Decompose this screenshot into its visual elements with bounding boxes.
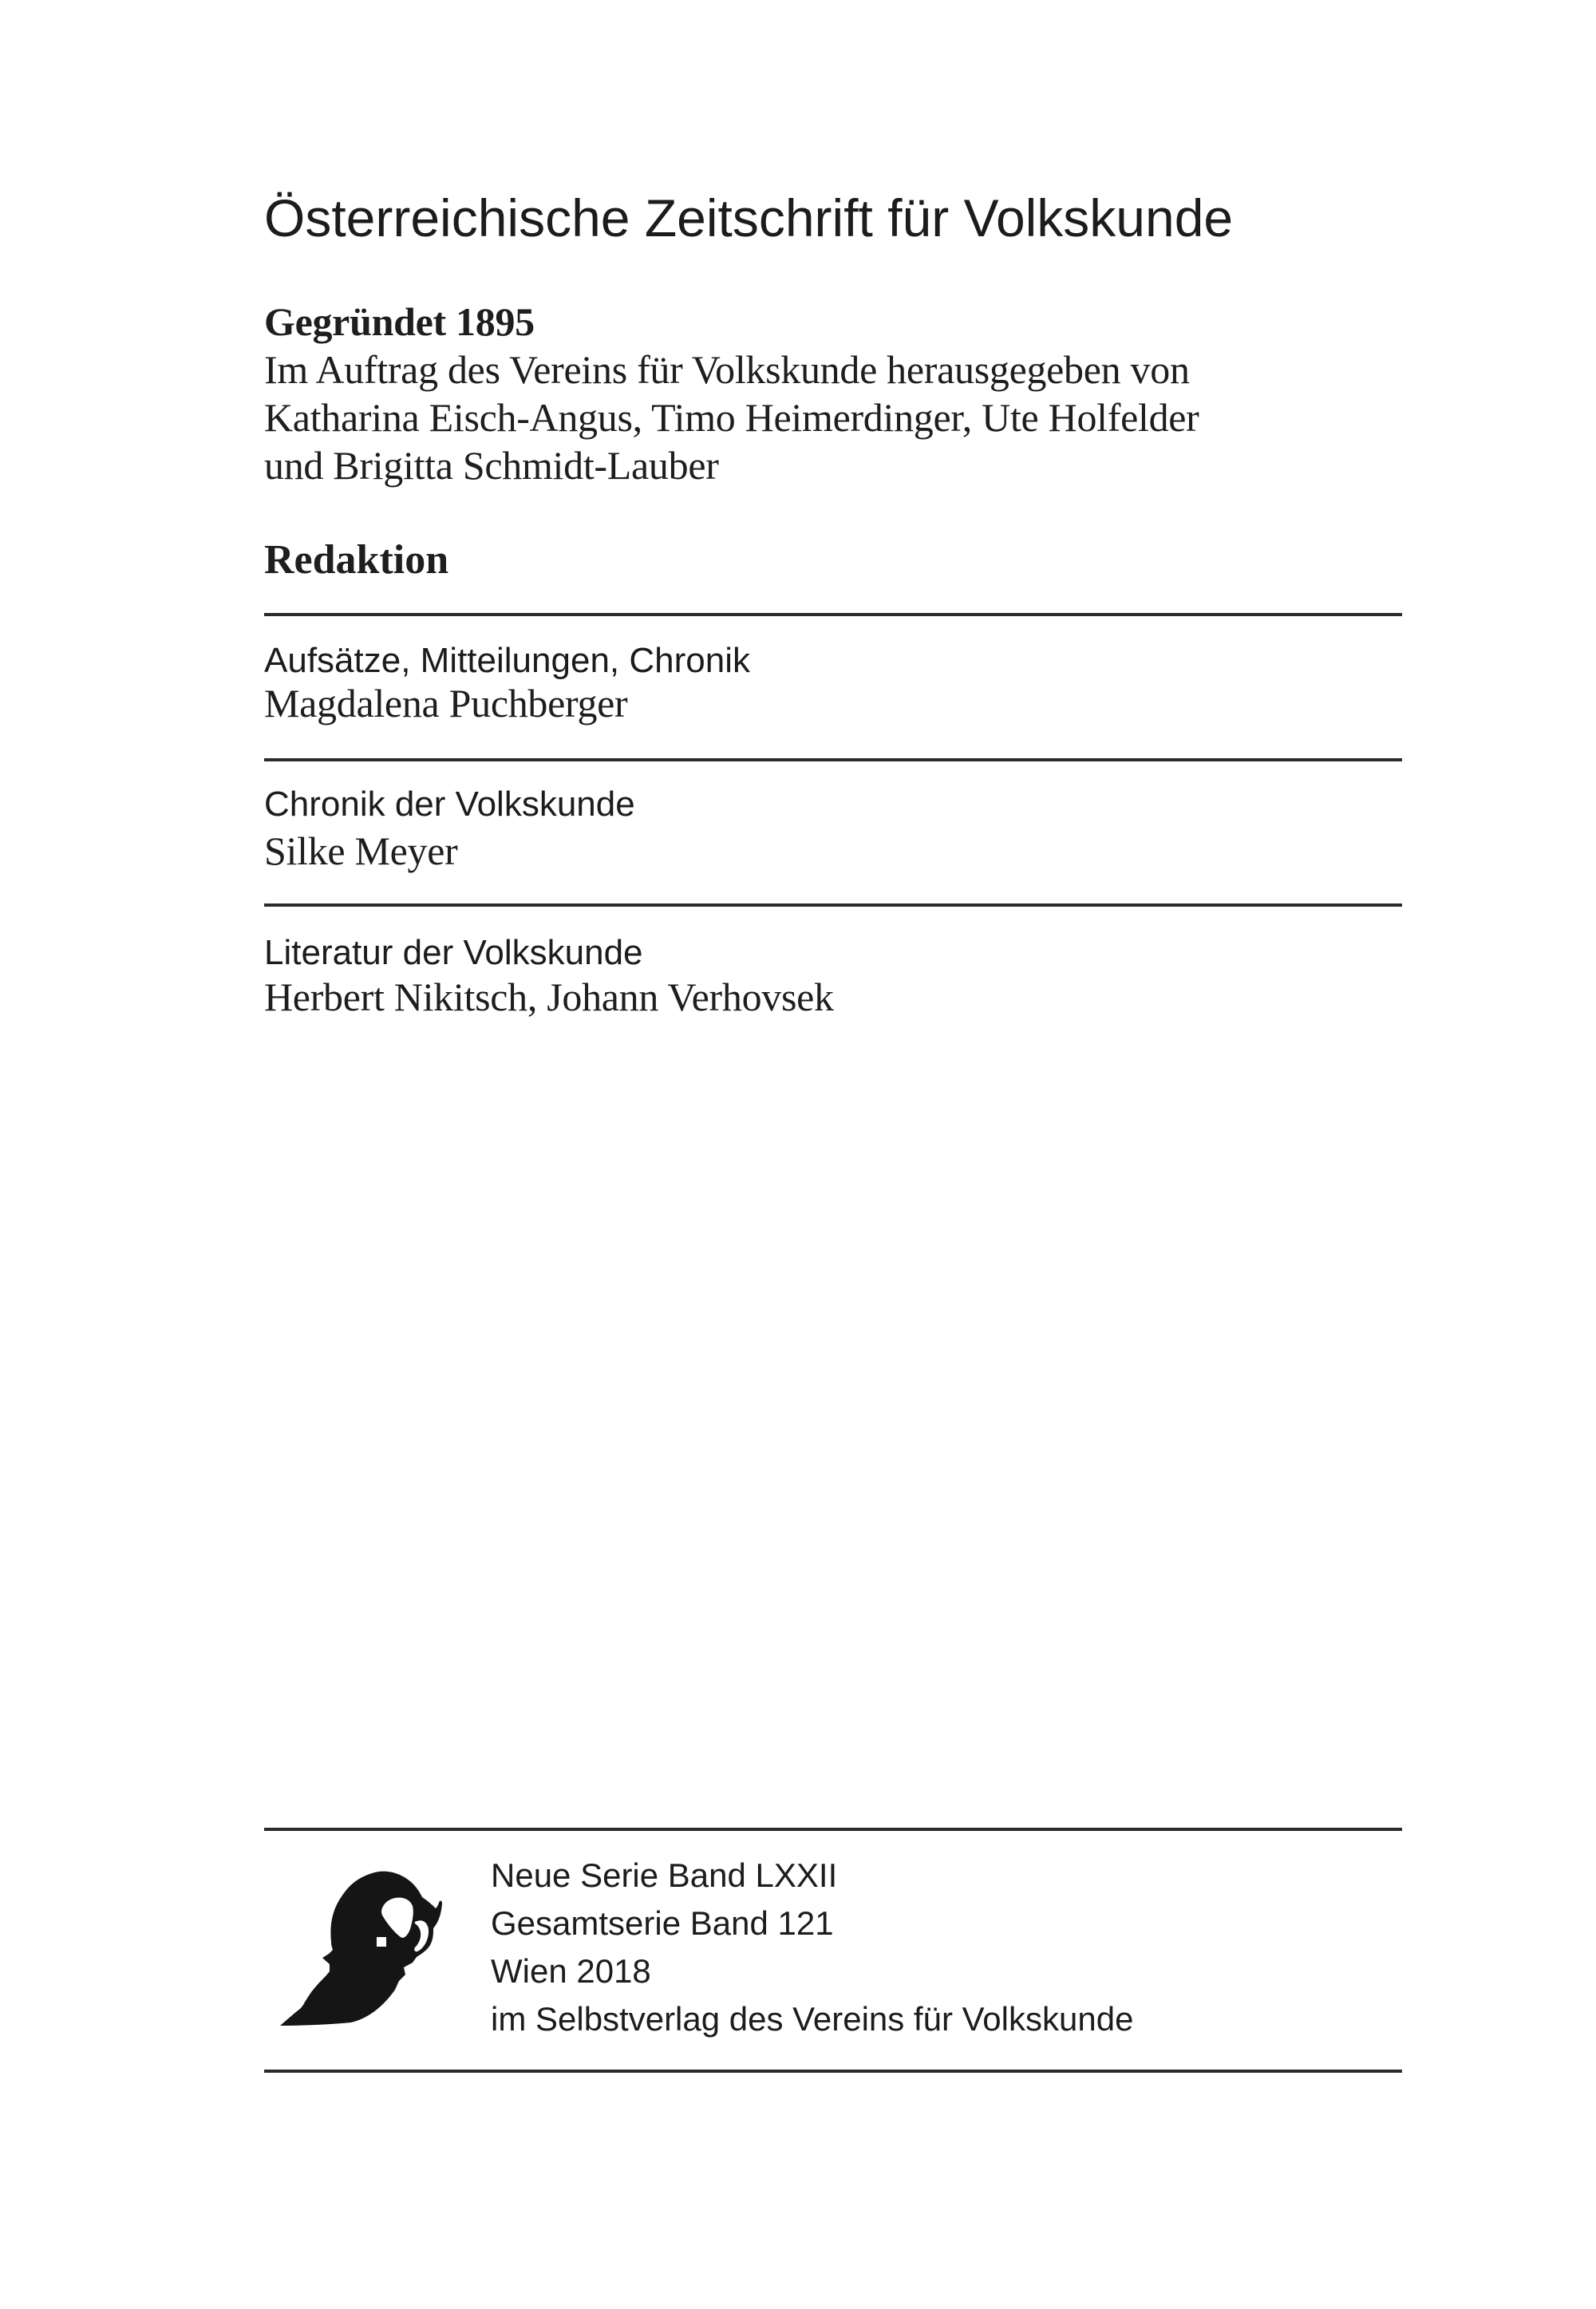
imprint-line: Wien 2018 — [491, 1952, 651, 1990]
publisher-line: Im Auftrag des Vereins für Volkskunde herausgegeben von — [264, 347, 1190, 392]
imprint-line: Gesamtserie Band 121 — [491, 1904, 834, 1942]
imprint-top-rule — [264, 1828, 1402, 1831]
imprint-line: Neue Serie Band LXXII — [491, 1856, 838, 1894]
section-label: Aufsätze, Mitteilungen, Chronik — [264, 641, 750, 680]
divider-rule — [264, 903, 1402, 907]
section-editors: Magdalena Puchberger — [264, 681, 628, 726]
section-label: Chronik der Volkskunde — [264, 785, 635, 824]
publisher-line: Katharina Eisch-Angus, Timo Heimerdinger, Ute Holfelder — [264, 395, 1199, 440]
section-label: Literatur der Volkskunde — [264, 933, 643, 972]
head-silhouette-icon — [271, 1870, 444, 2034]
imprint-block — [491, 1852, 1133, 2043]
founded-line: Gegründet 1895 — [264, 299, 535, 344]
divider-rule — [264, 758, 1402, 761]
publisher-logo-svg — [271, 1870, 444, 2034]
divider-rule — [264, 613, 1402, 616]
masthead-block — [264, 298, 1199, 489]
redaktion-heading: Redaktion — [264, 537, 449, 583]
publisher-line: und Brigitta Schmidt-Lauber — [264, 443, 719, 488]
section-editors: Herbert Nikitsch, Johann Verhovsek — [264, 975, 834, 1019]
section-editors: Silke Meyer — [264, 828, 458, 873]
page-title: Österreichische Zeitschrift für Volkskunde — [264, 188, 1234, 247]
imprint-bottom-rule — [264, 2070, 1402, 2073]
imprint-line: im Selbstverlag des Vereins für Volkskunde — [491, 2000, 1134, 2038]
